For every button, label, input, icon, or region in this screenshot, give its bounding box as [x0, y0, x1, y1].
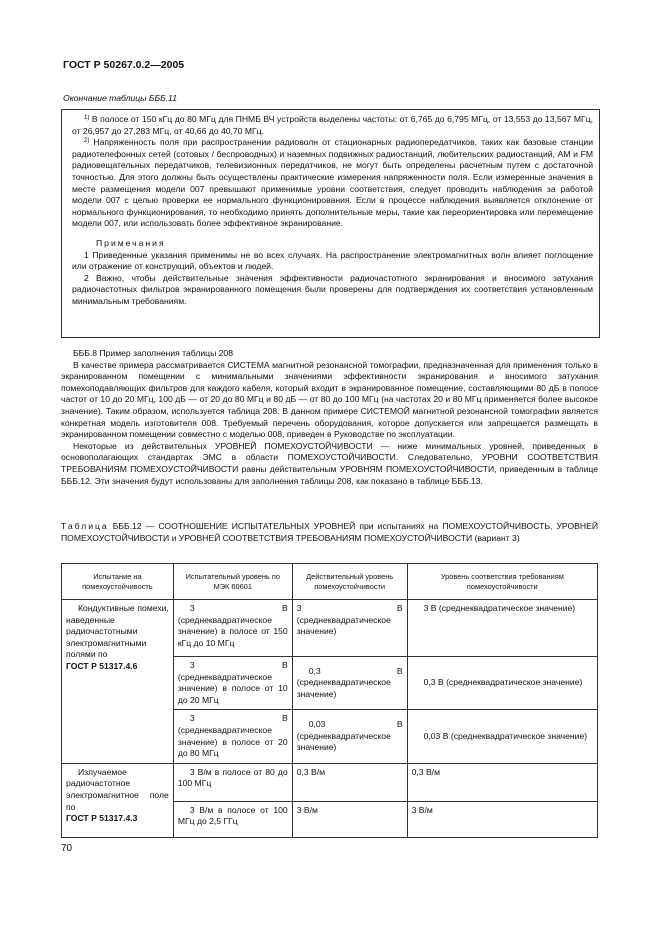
header-test-level: Испытательный уровень по МЭК 60601 — [173, 564, 292, 600]
compliance-level-cell: 3 В/м — [407, 801, 597, 837]
table-row — [62, 600, 598, 657]
compliance-level-cell: 0,03 В (среднеквадратическое значение) — [407, 710, 597, 763]
table-continuation-caption: Окончание таблицы БББ.11 — [63, 93, 177, 103]
test-level-cell: 3 В (среднеквадратическое значение) в полосе от 20 до 80 МГц — [173, 710, 292, 763]
header-test: Испытание на помехоустойчивость — [62, 564, 174, 600]
body-text — [61, 348, 598, 487]
page-number: 70 — [61, 843, 73, 854]
compliance-level-cell: 3 В (среднеквадратическое значение) — [407, 600, 597, 657]
test-level-cell: 3 В/м в полосе от 100 МГц до 2,5 ГГц — [173, 801, 292, 837]
immunity-levels-table — [61, 563, 598, 838]
table-header-row — [62, 564, 598, 600]
test-level-cell: 3 В/м в полосе от 80 до 100 МГц — [173, 763, 292, 801]
footnote-2: $^{2)}$ Напряженность поля при распространении радиоволн от стационарных радиопередатчиков, таких как базовые станции радиотелефонных сетей (сотовых / беспроводных) и наземных подвижных радиостанций, любительских радиостанций, АМ и FM радиовещательных передатчиков, телевизионных передатчиков, не могут быть определены расчетным путем с достаточной точностью. Для этого должны быть осуществлены практические измерения напряженности поля. Если измеренные значения в месте размещения модели 007 превышают применимые уровни соответствия, следует проводить наблюдения за работой модели 007 с целью проверки ее нормального функционирования. Если в процессе наблюдения выявляется отклонение от нормального функционирования, то необходимо принять дополнительные меры, такие как переориентировка или перемещение модели 007, или использовать более эффективное экранирование. — [72, 137, 594, 229]
test-radiated-cell: Излучаемое радиочастотное электромагнитное поле по ГОСТ Р 51317.4.3 — [62, 763, 174, 837]
section-title: БББ.8 Пример заполнения таблицы 208 — [73, 348, 233, 358]
actual-level-cell: 3 В/м — [292, 801, 407, 837]
actual-level-cell: 0,3 В (среднеквадратическое значение) — [292, 657, 407, 710]
compliance-level-cell: 0,3 В (среднеквадратическое значение) — [407, 657, 597, 710]
paragraph-1: В качестве примера рассматривается СИСТЕМА магнитной резонансной томографии, предназначенная для применения только в экранированном помещении с минимальными значениями эффективности экранирования и вносимого затухания помехоподавляющих фильтров для каждого кабеля, который входит в экранированное помещение, составляющими 80 дБ в полосе частот от 10 до 20 МГц, 100 дБ — от 20 до 80 МГц и 80 дБ — от 80 до 100 МГц (на частотах 20 и 80 МГц применяется более высокое значение). Таким образом, используется таблица 208. В данном примере СИСТЕМОЙ магнитной резонансной томографии является конкретная модель изготовителя 008. Требуемый перечень оборудования, которое допускается или запрещается размещать в экранированном помещении совместно с моделью 008, приведен в Руководстве по эксплуатации. — [61, 359, 598, 440]
header-actual-level: Действительный уровень помехоустойчивости — [292, 564, 407, 600]
actual-level-cell: 3 В (среднеквадратическое значение) — [292, 600, 407, 657]
footnote-1: $^{1)}$ В полосе от 150 кГц до 80 МГц для ПНМБ ВЧ устройств выделены частоты: от 6,765 до 6,795 МГц, от 13,553 до 13,567 МГц, от 26,957 до 27,283 МГц, от 40,66 до 40,70 МГц. — [72, 114, 593, 136]
header-compliance-level: Уровень соответствия требованиям помехоустойчивости — [407, 564, 597, 600]
actual-level-cell: 0,3 В/м — [292, 763, 407, 801]
document-header: ГОСТ Р 50267.0.2—2005 — [63, 59, 185, 71]
footnotes-box — [61, 109, 600, 338]
note-2: 2 Важно, чтобы действительные значения эффективности радиочастотного экранирования и вносимого затухания радиочастотных фильтров экранированного помещения были проверены для подтверждения их соответствия установленным минимальным требованиям. — [72, 272, 593, 306]
note-1: 1 Приведенные указания применимы не во всех случаях. На распространение электромагнитных волн влияет поглощение или отражение от конструкций, объектов и людей. — [72, 249, 593, 272]
paragraph-2: Некоторые из действительных УРОВНЕЙ ПОМЕХОУСТОЙЧИВОСТИ — ниже минимальных уровней, приведенных в основополагающих стандартах ЭМС в области ПОМЕХОУСТОЙЧИВОСТИ. Следовательно, УРОВНИ СООТВЕТСТВИЯ ТРЕБОВАНИЯМ ПОМЕХОУСТОЙЧИВОСТИ равны действительным УРОВНЯМ ПОМЕХОУСТОЙЧИВОСТИ, приведенным в таблице БББ.12. Эти значения будут использованы для заполнения таблицы 208, как показано в таблице БББ.13. — [61, 440, 598, 486]
test-conducted-cell: Кондуктивные помехи, наведенные радиочастотными электромагнитными полями по ГОСТ Р 51317.4.6 — [62, 600, 174, 764]
table-row — [62, 763, 598, 801]
test-level-cell: 3 В (среднеквадратическое значение) в полосе от 150 кГц до 10 МГц — [173, 600, 292, 657]
standard-ref: ГОСТ Р 51317.4.6 — [66, 660, 138, 671]
test-level-cell: 3 В (среднеквадратическое значение) в полосе от 10 до 20 МГц — [173, 657, 292, 710]
actual-level-cell: 0,03 В (среднеквадратическое значение) — [292, 710, 407, 763]
notes-title: Примечания — [96, 237, 166, 248]
standard-ref: ГОСТ Р 51317.4.3 — [66, 813, 138, 824]
compliance-level-cell: 0,3 В/м — [407, 763, 597, 801]
table-title: Таблица БББ.12 — СООТНОШЕНИЕ ИСПЫТАТЕЛЬНЫХ УРОВНЕЙ при испытаниях на ПОМЕХОУСТОЙЧИВОСТЬ, УРОВНЕЙ ПОМЕХОУСТОЙЧИВОСТИ и УРОВНЕЙ СООТВЕТСТВИЯ ТРЕБОВАНИЯМ ПОМЕХОУСТОЙЧИВОСТИ (вариант 3) — [61, 521, 598, 543]
